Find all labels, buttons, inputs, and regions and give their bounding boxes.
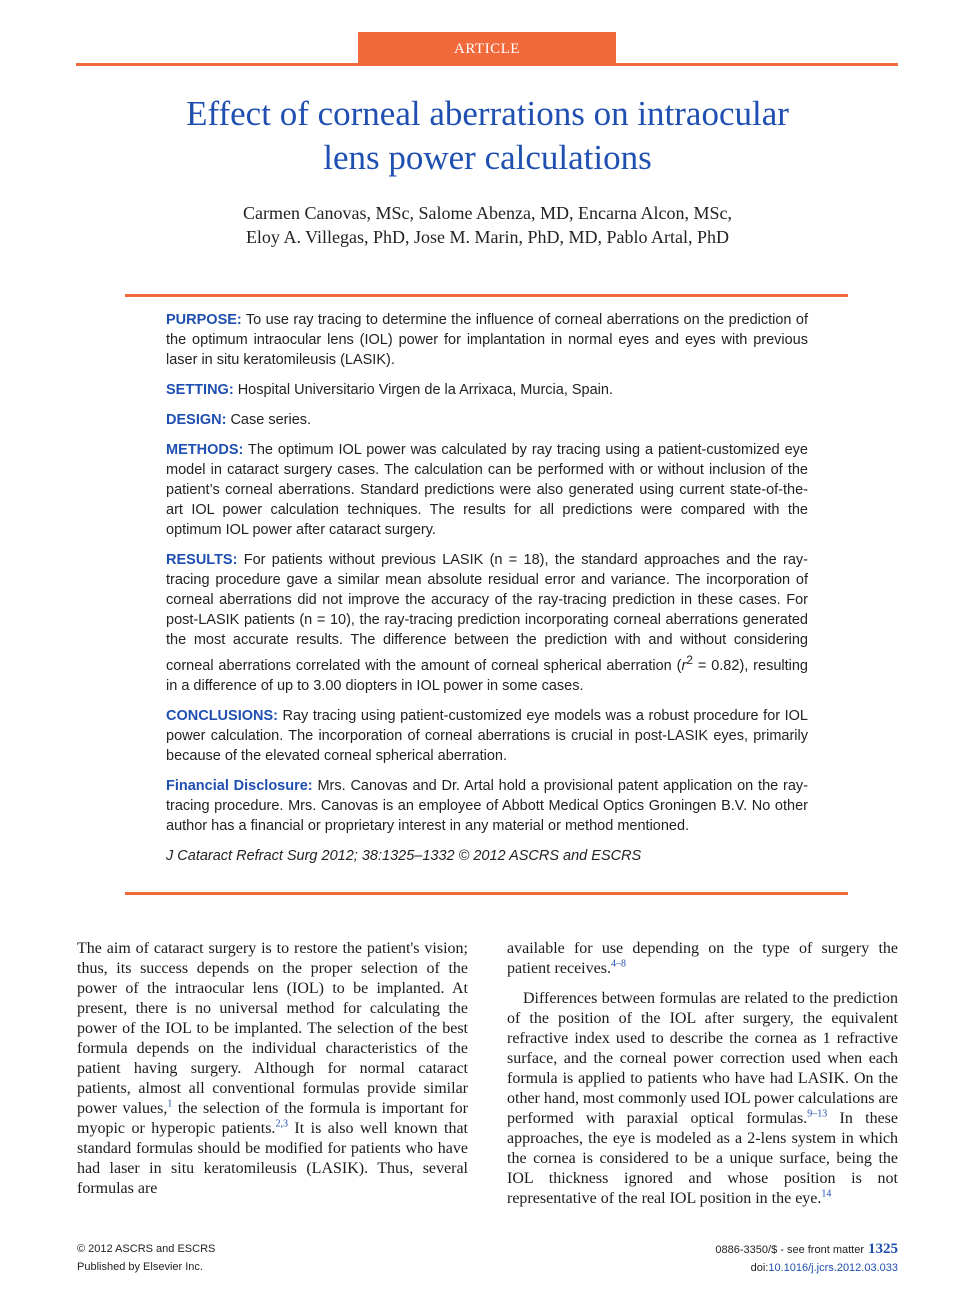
body-column-right bbox=[507, 939, 898, 1209]
design-label: DESIGN: bbox=[166, 412, 227, 428]
author-list bbox=[80, 201, 895, 249]
title-line-2: lens power calculations bbox=[323, 138, 652, 177]
r-exponent: 2 bbox=[686, 653, 693, 667]
intro-paragraph-2 bbox=[507, 989, 898, 1209]
intro2-text-a: Differences between formulas are related to the prediction of the position of the IOL after surgery, the equivalent refractive index used to describe the cornea as 1 refractive surface, and the corneal power correction used when each formula is applied to patients who have had LASIK. On the other hand, most commonly used IOL power calculations are performed with paraxial optical formulas. bbox=[507, 990, 898, 1127]
intro-paragraph-1 bbox=[77, 939, 468, 1199]
ref-link-2-3[interactable]: 2,3 bbox=[275, 1118, 288, 1130]
methods-text: The optimum IOL power was calculated by ray tracing using a patient-customized eye model in cataract surgery cases. The calculation can be performed with or without inclusion of the patient’s corneal aberrations. Standard predictions were also generated using current state-of-the-art IOL power calculation techniques. The results for all predictions were compared with the optimum IOL power after cataract surgery. bbox=[166, 442, 808, 538]
abstract bbox=[166, 310, 808, 876]
copyright-line: © 2012 ASCRS and ESCRS bbox=[77, 1243, 216, 1255]
article-title bbox=[80, 92, 895, 180]
purpose-text: To use ray tracing to determine the influence of corneal aberrations on the prediction of the optimum intraocular lens (IOL) power for implantation in normal eyes and eyes with previous laser in situ keratomileusis (LASIK). bbox=[166, 312, 808, 368]
r-symbol: r bbox=[681, 657, 687, 674]
authors-line-1: Carmen Canovas, MSc, Salome Abenza, MD, Encarna Alcon, MSc, bbox=[243, 203, 732, 223]
results-label: RESULTS: bbox=[166, 552, 238, 568]
intro-text-a: The aim of cataract surgery is to restore the patient's vision; thus, its success depends on the proper selection of the power of the intraocular lens (IOL) to be implanted. At present, there is no universal method for calculating the power of the IOL to be implanted. The selection of the best formula depends on the individual characteristics of the patient having surgery. Although for normal cataract patients, almost all conventional formulas provide similar power values, bbox=[77, 940, 468, 1117]
intro-cont-text: available for use depending on the type of surgery the patient receives. bbox=[507, 940, 898, 977]
abstract-bottom-rule bbox=[125, 892, 848, 895]
doi-link[interactable]: 10.1016/j.jcrs.2012.03.033 bbox=[768, 1262, 898, 1274]
footer-right bbox=[715, 1240, 898, 1277]
ref-link-14[interactable]: 14 bbox=[821, 1188, 832, 1200]
setting-text: Hospital Universitario Virgen de la Arrixaca, Murcia, Spain. bbox=[233, 382, 613, 398]
publisher-line: Published by Elsevier Inc. bbox=[77, 1261, 203, 1273]
article-type-tab: ARTICLE bbox=[358, 32, 616, 64]
header-rule bbox=[76, 63, 898, 66]
issn-line bbox=[715, 1240, 898, 1259]
design-text: Case series. bbox=[226, 412, 312, 428]
body-column-left bbox=[77, 939, 468, 1199]
abstract-methods bbox=[166, 440, 808, 540]
results-text-a: For patients without previous LASIK (n = 18), the standard approaches and the ray-tracing procedure gave a similar mean absolute residual error and variance. The incorporation of corneal aberrations did not improve the accuracy of the ray-tracing prediction in these cases. For post-LASIK patients (n = 10), the ray-tracing prediction incorporating corneal aberrations generated the most accurate results. The difference between the prediction with and without considering corneal aberrations correlated with the amount of corneal spherical aberration ( bbox=[166, 552, 808, 674]
results-text-b: = 0.82), resulting in a difference of up to 3.00 diopters in IOL power in some cases. bbox=[166, 657, 808, 694]
ref-link-4-8[interactable]: 4–8 bbox=[610, 958, 626, 970]
conclusions-label: CONCLUSIONS: bbox=[166, 707, 278, 724]
journal-citation: J Cataract Refract Surg 2012; 38:1325–1332 © 2012 ASCRS and ESCRS bbox=[166, 847, 642, 864]
doi-prefix: doi: bbox=[750, 1262, 769, 1274]
abstract-purpose bbox=[166, 310, 808, 370]
disclosure-text: Mrs. Canovas and Dr. Artal hold a provisional patent application on the ray-tracing procedure. Mrs. Canovas is an employee of Abbott Medical Optics Groningen B.V. No other author has a financial or proprietary interest in any material or method mentioned. bbox=[166, 777, 808, 834]
abstract-design bbox=[166, 410, 808, 430]
conclusions-text: Ray tracing using patient-customized eye models was a robust procedure for IOL power calculation. The incorporation of corneal aberrations is crucial in post-LASIK eyes, primarily because of the elevated corneal spherical aberration. bbox=[166, 707, 808, 764]
title-line-1: Effect of corneal aberrations on intraocular bbox=[186, 94, 789, 133]
doi-line bbox=[715, 1259, 898, 1277]
abstract-conclusions bbox=[166, 706, 808, 766]
authors-line-2: Eloy A. Villegas, PhD, Jose M. Marin, PhD, MD, Pablo Artal, PhD bbox=[245, 227, 730, 247]
intro-paragraph-1-cont bbox=[507, 939, 898, 979]
disclosure-label: Financial Disclosure: bbox=[166, 777, 313, 794]
purpose-label: PURPOSE: bbox=[166, 312, 242, 328]
intro-text-c: It is also well known that standard formulas should be modified for patients who have had laser in situ keratomileusis (LASIK). Thus, several formulas are bbox=[77, 1120, 469, 1197]
abstract-setting bbox=[166, 380, 808, 400]
abstract-results bbox=[166, 550, 808, 696]
setting-label: SETTING: bbox=[166, 382, 234, 398]
ref-link-9-13[interactable]: 9–13 bbox=[807, 1108, 828, 1120]
page-number: 1325 bbox=[868, 1241, 898, 1257]
ref-link-1[interactable]: 1 bbox=[167, 1098, 173, 1110]
issn-text: 0886-3350/$ - see front matter bbox=[715, 1244, 864, 1256]
footer-left bbox=[77, 1240, 215, 1276]
intro2-text-b: In these approaches, the eye is modeled as a 2-lens system in which the cornea is considered to be a unique surface, being the IOL thickness ignored and whose position is not representative of the real IOL position in the eye. bbox=[507, 1110, 898, 1207]
abstract-disclosure bbox=[166, 776, 808, 836]
intro-text-b: the selection of the formula is important for myopic or hyperopic patients. bbox=[77, 1100, 469, 1137]
abstract-top-rule bbox=[125, 294, 848, 297]
methods-label: METHODS: bbox=[166, 442, 244, 458]
